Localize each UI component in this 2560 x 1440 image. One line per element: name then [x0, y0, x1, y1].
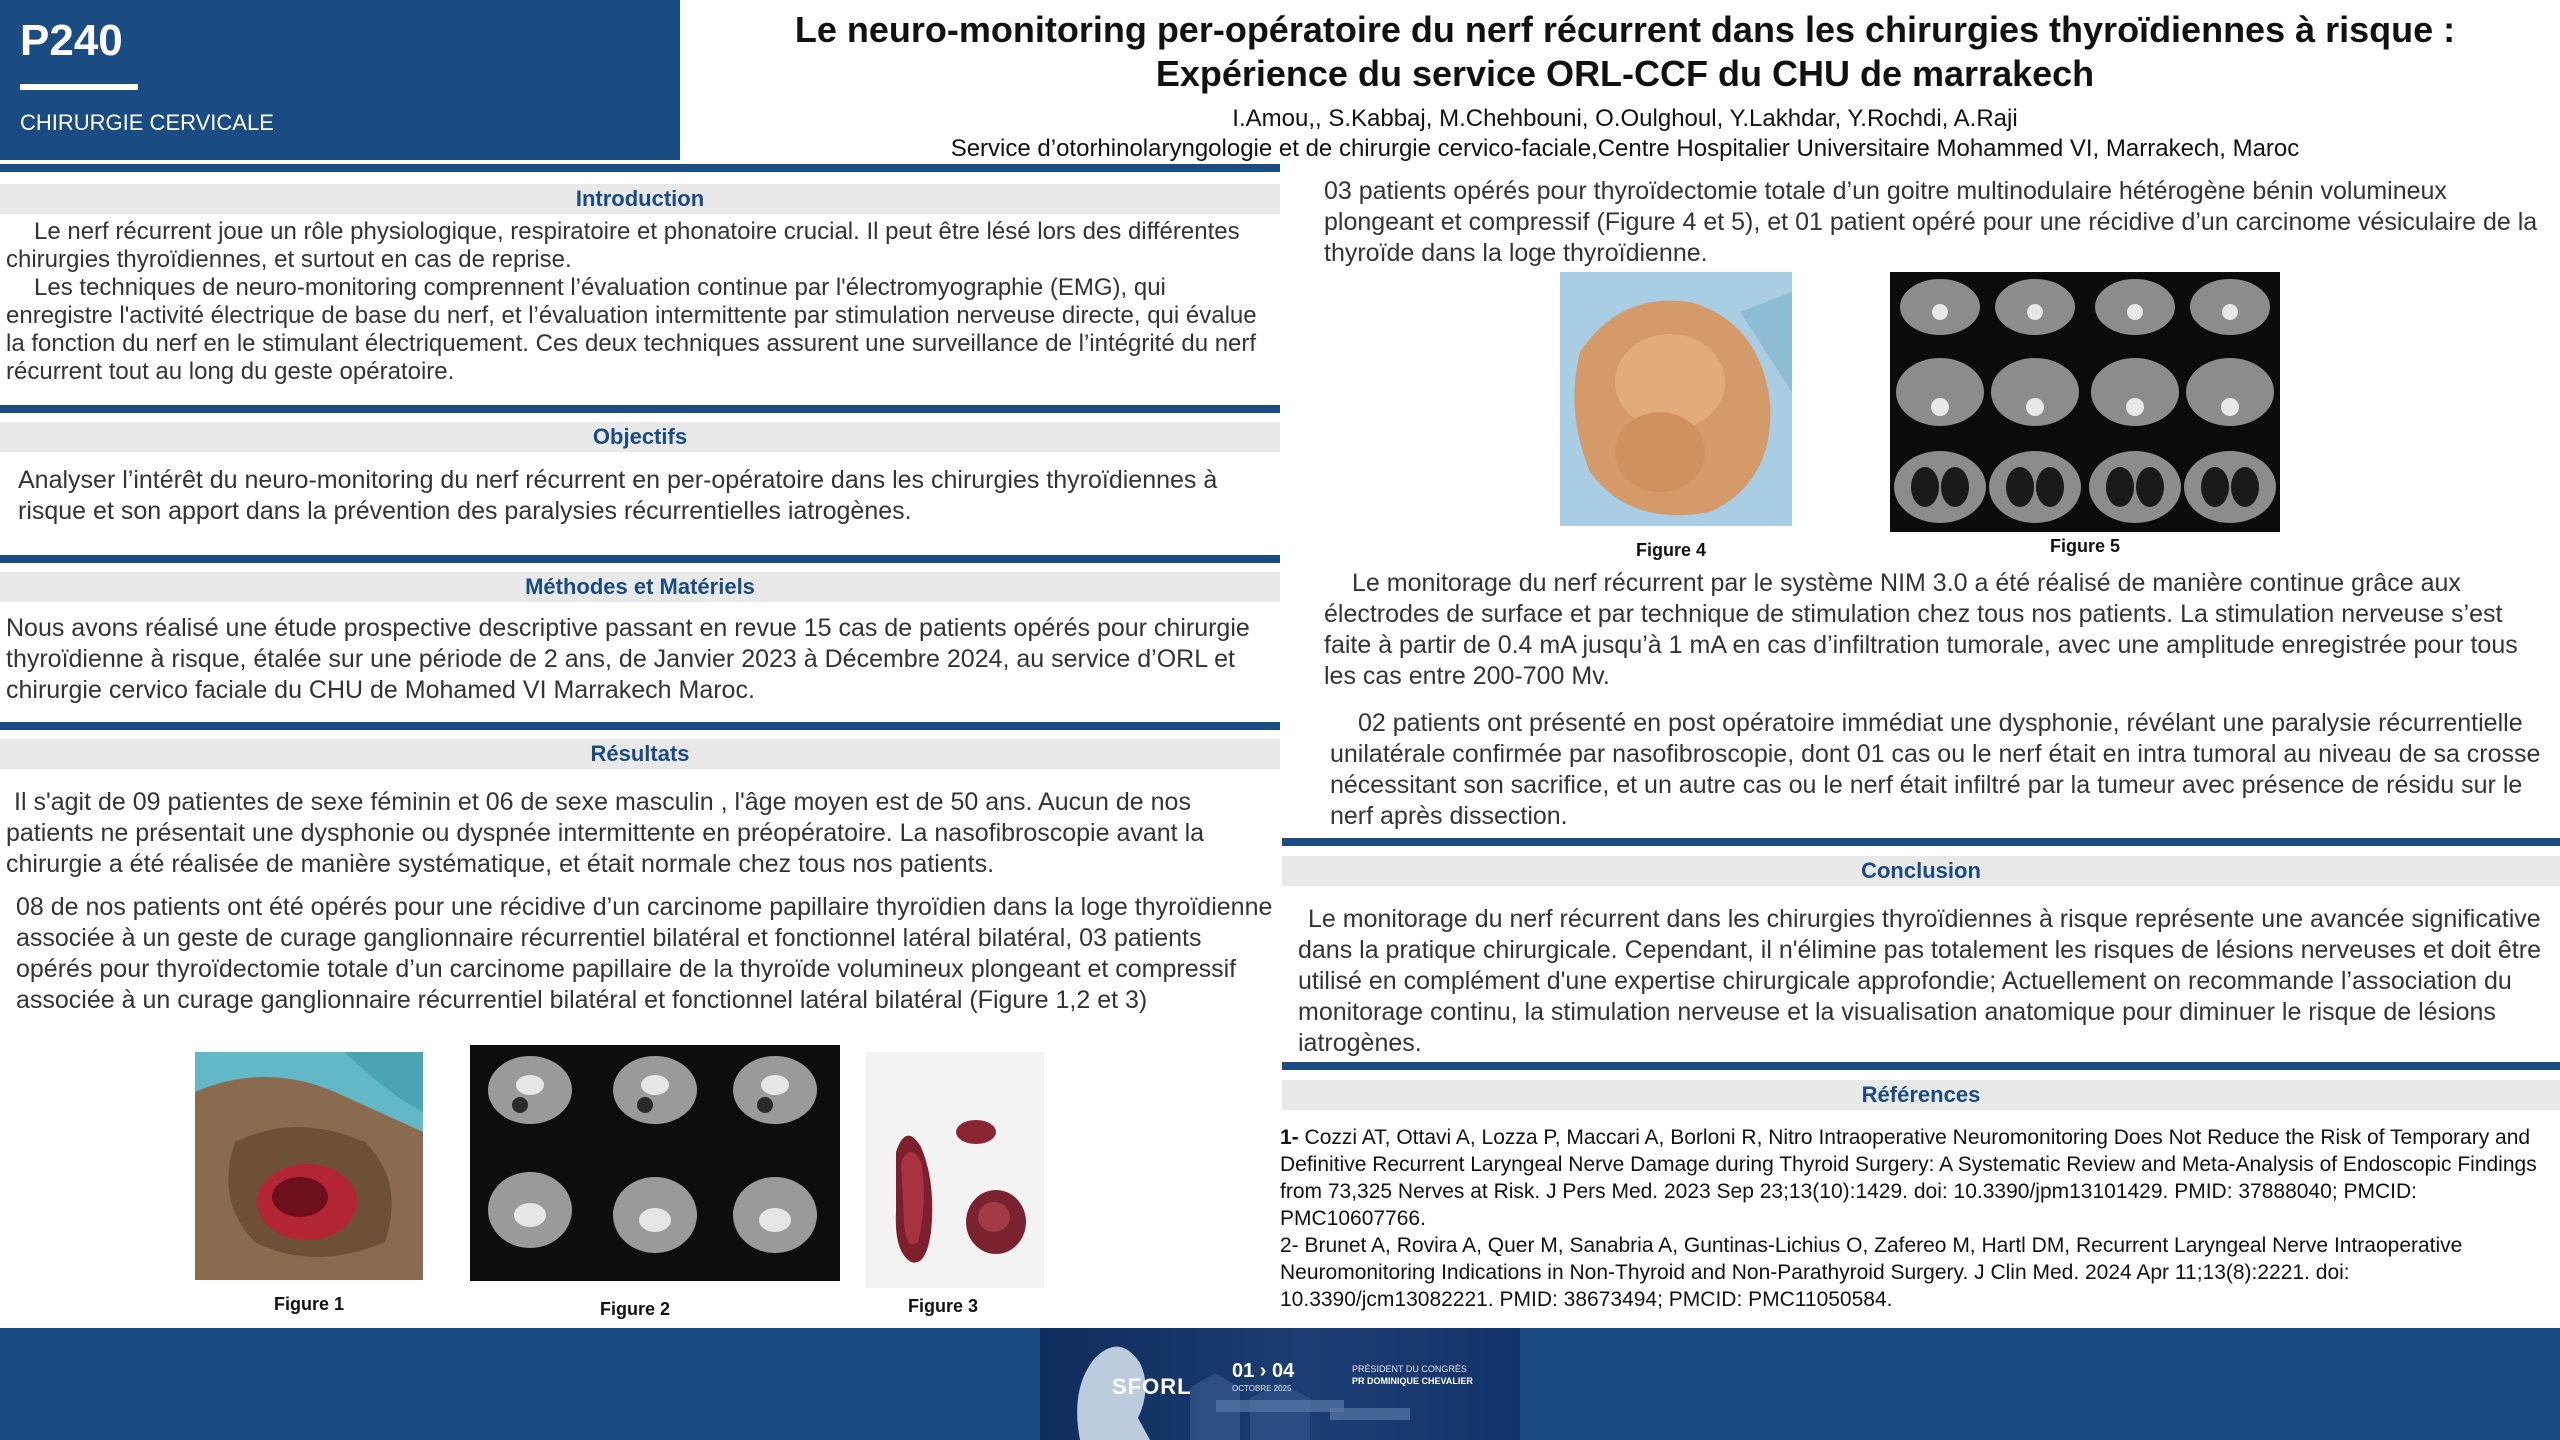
divider-bar — [0, 164, 1280, 172]
section-heading-objectifs: Objectifs — [0, 422, 1280, 452]
figure-5-ct-scans — [1890, 272, 2280, 532]
divider-bar — [0, 722, 1280, 730]
congress-president-name: PR DOMINIQUE CHEVALIER — [1352, 1376, 1473, 1386]
poster-authors: I.Amou,, S.Kabbaj, M.Chehbouni, O.Oulghoul, Y.Lakhdar, Y.Rochdi, A.Raji — [1232, 105, 2018, 132]
poster-header — [690, 8, 2560, 164]
reference-1-text: Cozzi AT, Ottavi A, Lozza P, Maccari A, Borloni R, Nitro Intraoperative Neuromonitoring Does Not Reduce the Risk of Temporary and Definitive Recurrent Laryngeal Nerve Damage during Thyroid Surgery: A Systematic Review and Meta-Analysis of Endoscopic Findings from 73,325 Nerves at Risk. J Pers Med. 2023 Sep 23;13(10):1429. doi: 10.3390/jpm13101429. PMID: 37888040; PMCID: PMC10607766. — [1280, 1126, 2537, 1230]
poster-code-box — [0, 0, 680, 160]
code-underline — [20, 84, 138, 90]
reference-1 — [1280, 1124, 2552, 1232]
divider-bar — [0, 555, 1280, 563]
reference-2: 2- Brunet A, Rovira A, Quer M, Sanabria A, Guntinas-Lichius O, Zafereo M, Hartl DM, Recurrent Laryngeal Nerve Intraoperative Neuromonitoring Indications in Non-Thyroid and Non-Parathyroid Surgery. J Clin Med. 2024 Apr 11;13(8):2221. doi: 10.3390/jcm13082221. PMID: 38673494; PMCID: PMC11050584. — [1280, 1234, 2463, 1311]
poster-title-line1: Le neuro-monitoring per-opératoire du nerf récurrent dans les chirurgies thyroïdiennes à risque : — [794, 9, 2456, 50]
resultats-paragraph-2: 08 de nos patients ont été opérés pour une récidive d’un carcinome papillaire thyroïdien dans la loge thyroïdienne associée à un geste de curage ganglionnaire récurrentiel bilatéral et fonctionnel latéral bilatéral, 03 patients opérés pour thyroïdectomie totale d’un carcinome papillaire de la thyroïde volumineux plongeant et compressif associée à un curage ganglionnaire récurrentiel bilatéral et fonctionnel latéral bilatéral (Figure 1,2 et 3) — [16, 893, 1273, 1014]
conclusion-text: Le monitorage du nerf récurrent dans les chirurgies thyroïdiennes à risque représente une avancée significative dans la pratique chirurgicale. Cependant, il n'élimine pas totalement les risques de lésions nerveuses et doit être utilisé en complément d'une expertise chirurgicale approfondie; Actuellement on recommande l’association du monitorage continu, la stimulation nerveuse et la visualisation anatomique pour diminuer le risque de lésions iatrogènes. — [1298, 905, 2541, 1057]
poster-affiliation: Service d’otorhinolaryngologie et de chirurgie cervico-faciale,Centre Hospitalier Universitaire Mohammed VI, Marrakech, Maroc — [950, 135, 2300, 162]
sforl-logo-text: SFORL — [1112, 1374, 1192, 1399]
divider-bar — [1282, 838, 2560, 846]
introduction-paragraph: Les techniques de neuro-monitoring comprennent l’évaluation continue par l'électromyographie (EMG), qui enregistre l'activité électrique de base du nerf, et l’évaluation intermittente par stimulation nerveuse directe, qui évalue la fonction du nerf en le stimulant électriquement. Ces deux techniques assurent une surveillance de l’intégrité du nerf récurrent tout au long du geste opératoire. — [6, 274, 1257, 385]
reference-1-number: 1- — [1280, 1126, 1299, 1149]
congress-president-label: PRÉSIDENT DU CONGRÈS — [1352, 1364, 1467, 1374]
introduction-paragraph: Le nerf récurrent joue un rôle physiologique, respiratoire et phonatoire crucial. Il peut être lésé lors des différentes chirurgies thyroïdiennes, et surtout en cas de reprise. — [6, 218, 1240, 273]
figure-5-image — [1890, 272, 2280, 532]
methodes-text: Nous avons réalisé une étude prospective descriptive passant en revue 15 cas de patients opérés pour chirurgie thyroïdienne à risque, étalée sur une période de 2 ans, de Janvier 2023 à Décembre 2024, au service d’ORL et chirurgie cervico faciale du CHU de Mohamed VI Marrakech Maroc. — [6, 614, 1250, 704]
resultats-paragraph-3: 03 patients opérés pour thyroïdectomie totale d’un goitre multinodulaire hétérogène bénin volumineux plongeant et compressif (Figure 4 et 5), et 01 patient opéré pour une récidive d’un carcinome vésiculaire de la thyroïde dans la loge thyroïdienne. — [1324, 177, 2538, 267]
figure-2-caption: Figure 2 — [599, 1299, 670, 1319]
references-list — [1280, 1124, 2552, 1313]
section-heading-introduction: Introduction — [0, 184, 1280, 214]
figure-2-image — [470, 1045, 840, 1281]
section-heading-resultats: Résultats — [0, 739, 1280, 769]
figure-1-photo — [195, 1052, 423, 1280]
poster-code: P240 — [20, 16, 123, 65]
divider-bar — [0, 405, 1280, 413]
figure-5-caption: Figure 5 — [2049, 536, 2120, 556]
figure-2-ct-scans — [470, 1045, 840, 1281]
section-heading-conclusion: Conclusion — [1282, 856, 2560, 886]
congress-month: OCTOBRE 2025 — [1232, 1384, 1292, 1393]
figure-3-caption: Figure 3 — [907, 1296, 978, 1316]
figure-3-specimen — [866, 1052, 1044, 1288]
resultats-paragraph-4: Le monitorage du nerf récurrent par le système NIM 3.0 a été réalisé de manière continue grâce aux électrodes de surface et par technique de stimulation chez tous nos patients. La stimulation nerveuse s’est faite à partir de 0.4 mA jusqu’à 1 mA en cas d’infiltration tumorale, avec une amplitude enregistrée pour tous les cas entre 200-700 Mv. — [1324, 569, 2518, 690]
figure-4-caption: Figure 4 — [1635, 540, 1706, 560]
congress-banner — [1040, 1328, 1520, 1440]
congress-dates: 01 › 04 — [1232, 1360, 1295, 1382]
divider-bar — [1282, 1062, 2560, 1070]
poster-category: CHIRURGIE CERVICALE — [20, 110, 274, 135]
section-heading-references: Références — [1282, 1080, 2560, 1110]
figure-1-image — [195, 1052, 423, 1280]
figure-4-photo — [1560, 272, 1792, 526]
poster-title-line2: Expérience du service ORL-CCF du CHU de marrakech — [1155, 53, 2095, 94]
resultats-paragraph-1: Il s'agit de 09 patientes de sexe féminin et 06 de sexe masculin , l'âge moyen est de 50 ans. Aucun de nos patients ne présentait une dysphonie ou dyspnée intermittente en préopératoire. La nasofibroscopie avant la chirurgie a été réalisée de manière systématique, et était normale chez tous nos patients. — [6, 788, 1205, 878]
figure-3-image — [866, 1052, 1044, 1288]
section-heading-methodes: Méthodes et Matériels — [0, 572, 1280, 602]
introduction-text — [6, 218, 1274, 386]
resultats-paragraph-5: 02 patients ont présenté en post opératoire immédiat une dysphonie, révélant une paralysie récurrentielle unilatérale confirmée par nasofibroscopie, dont 01 cas ou le nerf était en intra tumoral au niveau de sa crosse nécessitant son sacrifice, et un autre cas ou le nerf était infiltré par la tumeur avec présence de résidu sur le nerf après dissection. — [1330, 709, 2541, 830]
objectifs-text: Analyser l’intérêt du neuro-monitoring du nerf récurrent en per-opératoire dans les chirurgies thyroïdiennes à risque et son apport dans la prévention des paralysies récurrentielles iatrogènes. — [18, 466, 1218, 525]
figure-1-caption: Figure 1 — [273, 1294, 344, 1314]
figure-4-image — [1560, 272, 1792, 526]
